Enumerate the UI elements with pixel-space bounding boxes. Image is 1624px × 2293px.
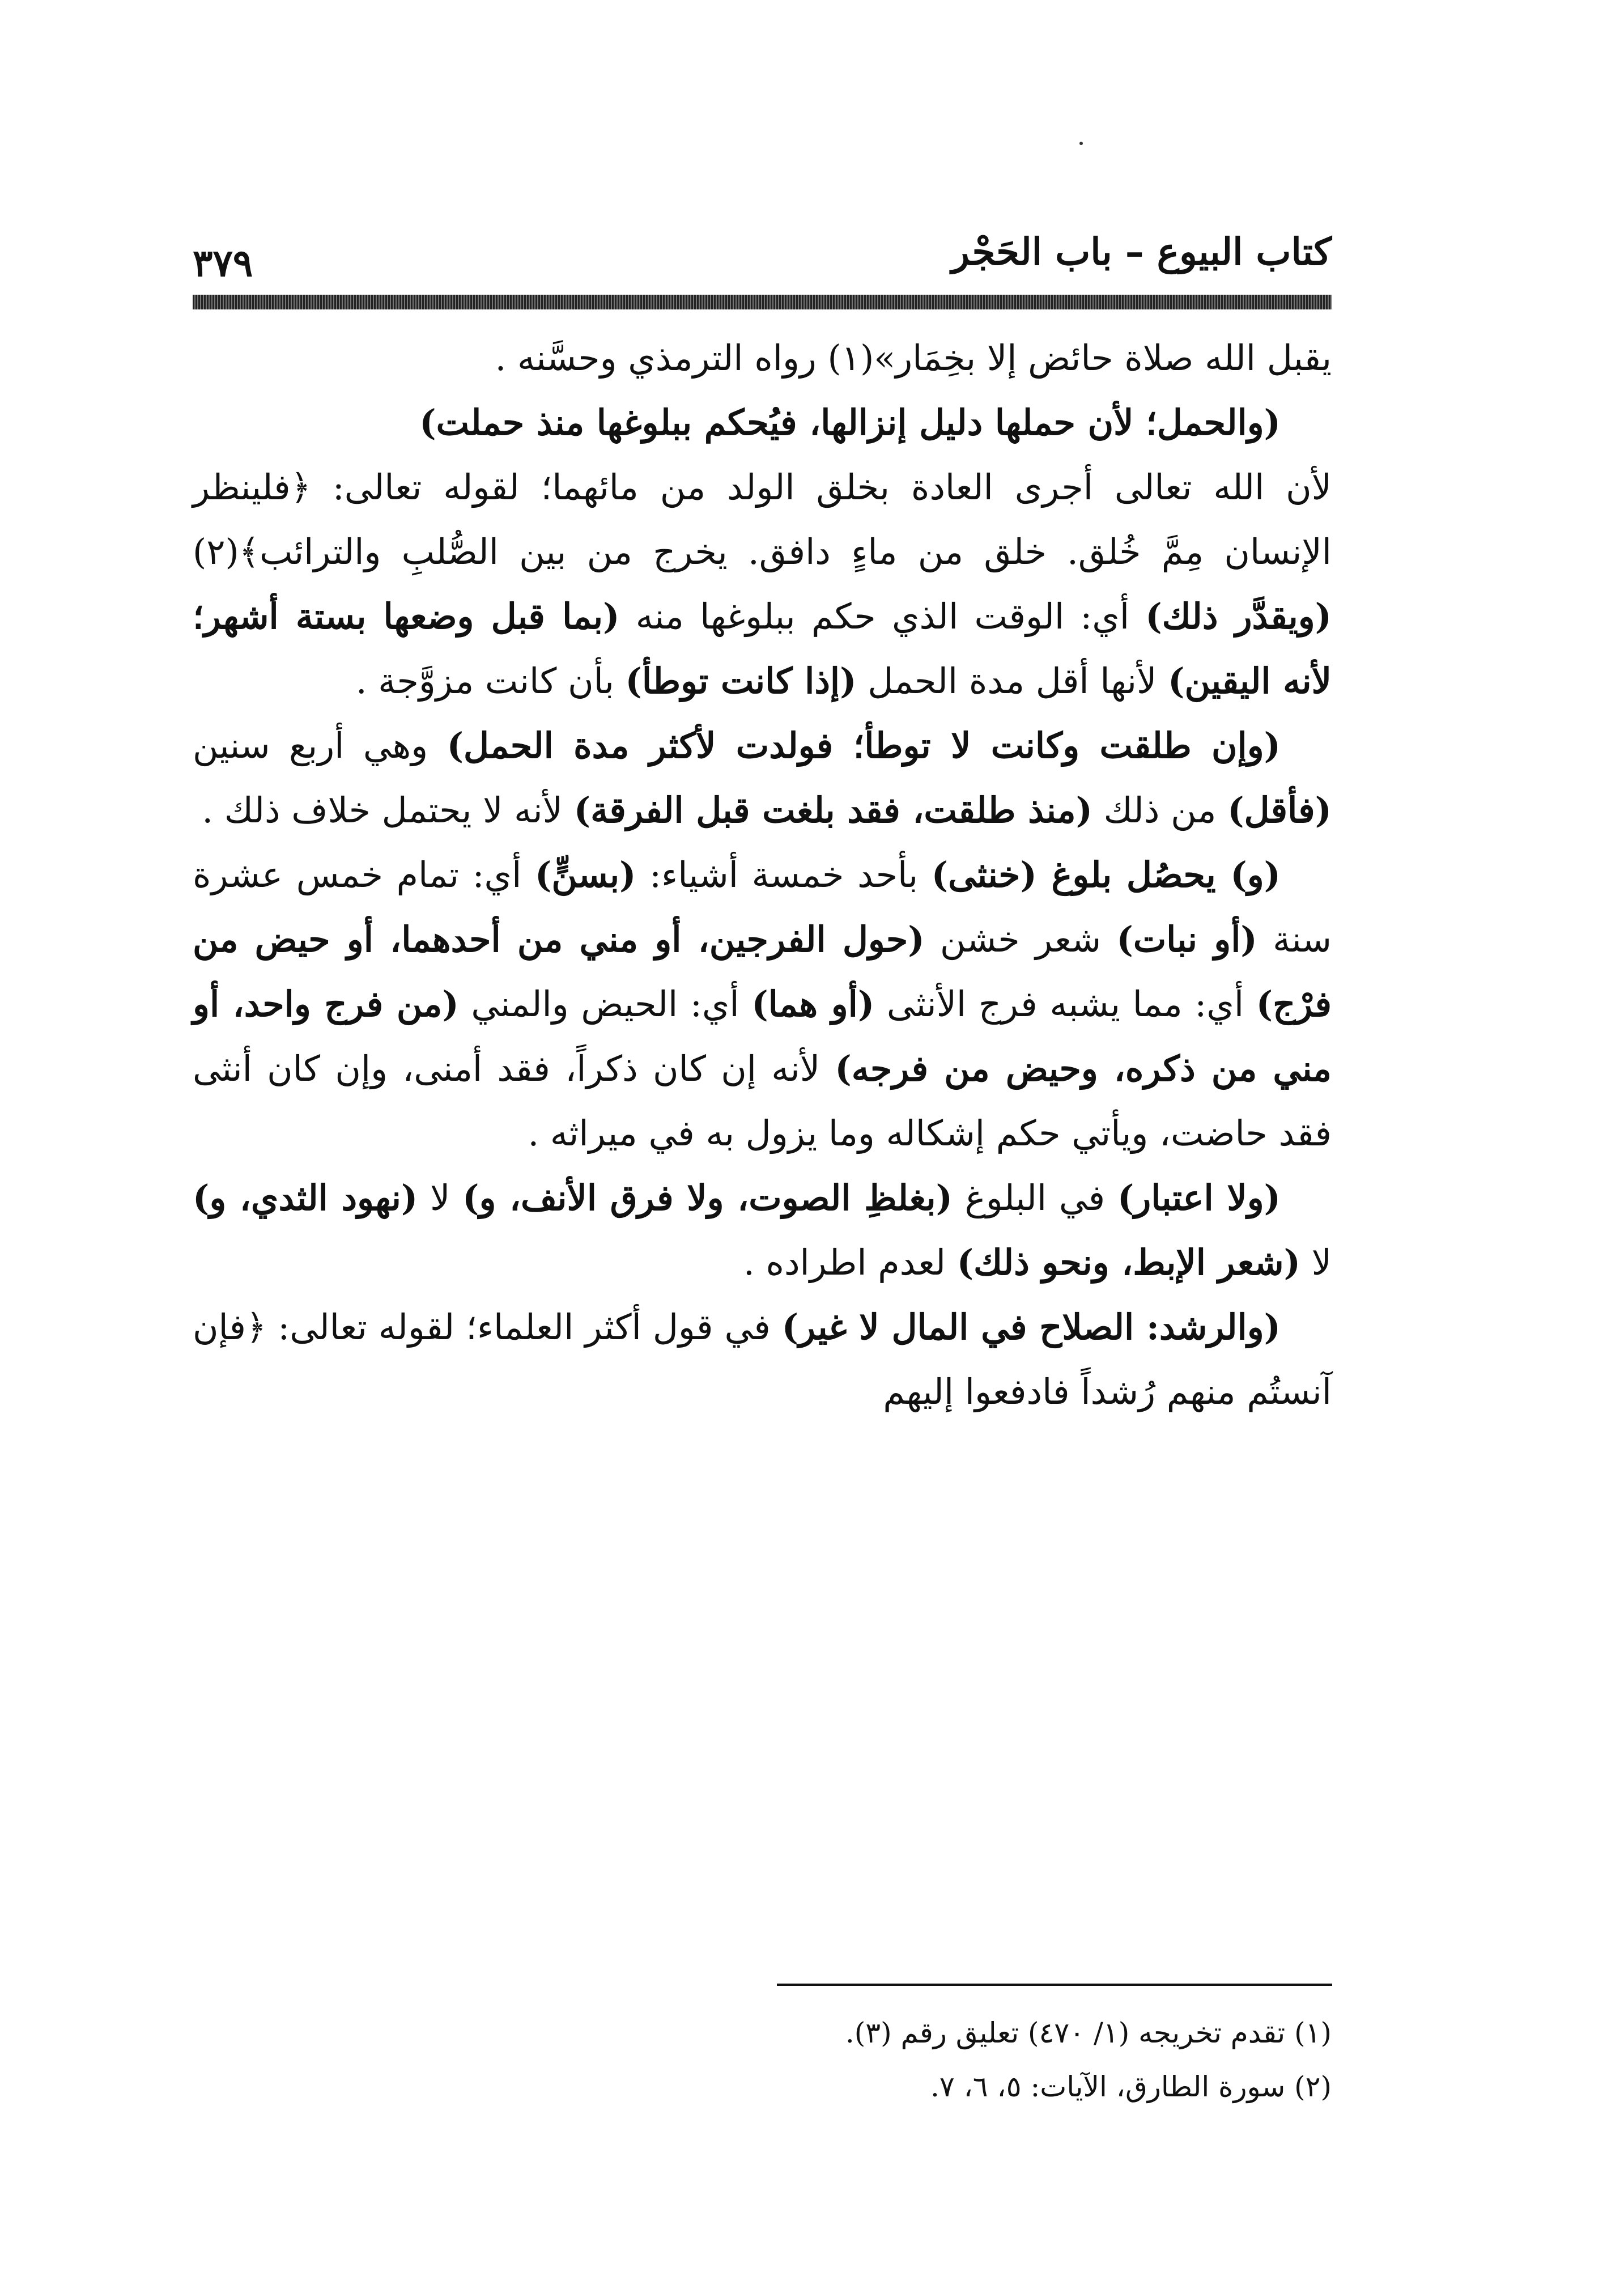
commentary-text: لا [418, 1177, 463, 1218]
matn-text: (أو نبات) [1116, 919, 1257, 960]
matn-text: (وإن طلقت وكانت لا توطأ؛ فولدت لأكثر مدة الحمل) [447, 725, 1281, 766]
page-number: ٣٧٩ [193, 241, 253, 285]
matn-text: (والحمل؛ لأن حملها دليل إنزالها، فيُحكم ببلوغها منذ حملت) [419, 402, 1281, 443]
commentary-text: لأن الله تعالى أجرى العادة بخلق الولد من مائهما؛ لقوله تعالى: ﴿فلينظر الإنسان مِمَّ خُلق. خلق من ماءٍ دافق. يخرج من بين الصُّلبِ والترائب﴾ [193, 466, 1332, 572]
matn-text: (و) يحصُل بلوغ (خنثى) [931, 854, 1281, 895]
matn-text: (أو هما) [751, 983, 875, 1025]
footnote-1: (١) تقدم تخريجه (١/ ٤٧٠) تعليق رقم (٣). [845, 2016, 1332, 2049]
chapter-title: كتاب البيوع – باب الحَجْر [951, 230, 1332, 274]
commentary-text: بأحد خمسة أشياء: [636, 854, 932, 895]
paragraph [193, 455, 1332, 714]
commentary-text: لعدم اطراده . [743, 1242, 957, 1283]
header-rule [193, 295, 1332, 309]
commentary-text: لأنه لا يحتمل خلاف ذلك . [202, 789, 574, 831]
commentary-text: في البلوغ [953, 1177, 1117, 1218]
matn-text: (منذ طلقت، فقد بلغت قبل الفرقة) [573, 789, 1092, 831]
matn-text: (بغلظِ الصوت، ولا فرق الأنف، و) [462, 1177, 953, 1218]
paragraph [193, 1295, 1332, 1424]
commentary-text: أي: الحيض والمني [458, 983, 752, 1025]
commentary-text: رواه الترمذي وحسَّنه . [495, 337, 828, 379]
commentary-text: وهي أربع سنين [193, 725, 447, 766]
footnote-2: (٢) سورة الطارق، الآيات: ٥، ٦، ٧. [930, 2070, 1332, 2103]
matn-text: (حول الفرجين، أو مني من أحدهما، أو حيض من فرْج) [193, 919, 1332, 1025]
commentary-text: أي: تمام خمس عشرة سنة [193, 854, 1332, 960]
commentary-text: لأنها أقل مدة الحمل [856, 660, 1168, 702]
commentary-text: من ذلك [1092, 789, 1228, 831]
commentary-text: لأنه إن كان ذكراً، فقد أمنى، وإن كان أنثى فقد حاضت، ويأتي حكم إشكاله وما يزول به في ميراثه . [193, 1048, 1332, 1154]
paragraph [193, 390, 1332, 455]
matn-text: (من فرج واحد، أو مني من ذكره، وحيض من فرجه) [193, 983, 1332, 1089]
paragraph [193, 1166, 1332, 1295]
matn-text: (بما قبل وضعها بستة أشهر؛ لأنه اليقين) [193, 596, 1332, 702]
footnotes [193, 2006, 1332, 2114]
commentary-text: لا [1300, 1242, 1332, 1283]
commentary-text: في قول أكثر العلماء؛ لقوله تعالى: ﴿فإن آنستُم منهم رُشداً فادفعوا إليهم [193, 1306, 1332, 1412]
commentary-text: أي: مما يشبه فرج الأنثى [874, 983, 1256, 1025]
matn-text: (ويقدَّر ذلك) [1145, 596, 1332, 637]
paragraph [193, 843, 1332, 1166]
commentary-text: أي: الوقت الذي حكم ببلوغها منه [619, 596, 1146, 637]
matn-text: (فأقل) [1227, 789, 1332, 831]
paragraph [193, 714, 1332, 843]
commentary-text: يقبل الله صلاة حائض إلا بخِمَار» [874, 337, 1332, 379]
commentary-text: (٢) [193, 531, 239, 572]
matn-text: (والرشد: الصلاح في المال لا غير) [781, 1306, 1281, 1348]
matn-text: (إذا كانت توطأ) [625, 660, 857, 702]
commentary-text: بأن كانت مزوَّجة . [355, 660, 626, 702]
body-text [193, 326, 1332, 1424]
commentary-text: (١) [827, 337, 874, 379]
paragraph [193, 326, 1332, 390]
matn-text: (بسنٍّ) [535, 854, 636, 895]
matn-text: (نهود الثدي، و) [193, 1177, 418, 1218]
page-header [193, 224, 1332, 292]
matn-text: (شعر الإبط، ونحو ذلك) [956, 1242, 1300, 1283]
commentary-text: شعر خشن [924, 919, 1117, 960]
matn-text: (ولا اعتبار) [1117, 1177, 1281, 1218]
scan-speck [1079, 142, 1083, 145]
footnote-rule [777, 1984, 1332, 1986]
